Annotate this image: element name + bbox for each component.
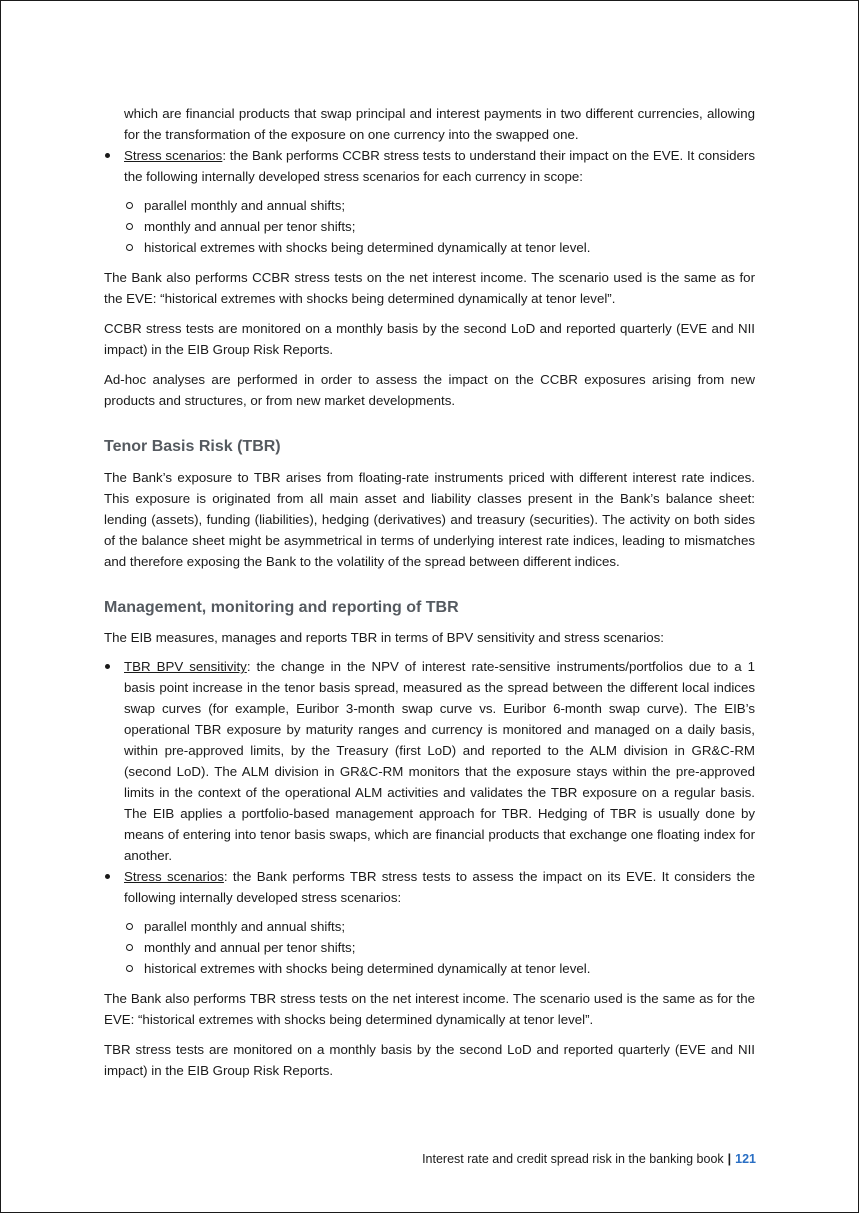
tbr-scenario-list (104, 916, 755, 979)
document-body (104, 103, 755, 1090)
circle-bullet-icon (126, 202, 133, 209)
bullet-icon (105, 153, 110, 158)
scenario-text: parallel monthly and annual shifts; (144, 198, 346, 213)
scenario-text: historical extremes with shocks being determined dynamically at tenor level. (144, 240, 591, 255)
page-footer (422, 1152, 756, 1166)
list-item (104, 656, 755, 866)
footer-separator: | (727, 1152, 732, 1166)
circle-bullet-icon (126, 965, 133, 972)
paragraph: Ad-hoc analyses are performed in order to assess the impact on the CCBR exposures arising from new products and structures, or from new market developments. (104, 372, 755, 408)
bpv-text: : the change in the NPV of interest rate-sensitive instruments/portfolios due to a 1 basis point increase in the tenor basis spread, measured as the spread between the different local indices swap curves (for example, Euribor 3-month swap curve vs. Euribor 6-month swap curve). The EIB’s operational TBR exposure by maturity ranges and currency is monitored and managed on a daily basis, within pre-approved limits, by the Treasury (first LoD) and reported to the ALM division in GR&C-RM (second LoD). The ALM division in GR&C-RM monitors that the exposure stays within the pre-approved limits in the context of the operational ALM activities and validates the TBR exposure on a regular basis. The EIB applies a portfolio-based management approach for TBR. Hedging of TBR is usually done by means of entering into tenor basis swaps, which are financial products that exchange one floating index for another. (124, 659, 755, 863)
list-item (104, 937, 755, 958)
scenario-text: monthly and annual per tenor shifts; (144, 940, 356, 955)
circle-bullet-icon (126, 244, 133, 251)
circle-bullet-icon (126, 944, 133, 951)
scenario-text: parallel monthly and annual shifts; (144, 919, 346, 934)
section-heading-tbr: Tenor Basis Risk (TBR) (104, 438, 281, 455)
bullet-icon (105, 664, 110, 669)
ccbr-stress-label: Stress scenarios (124, 148, 223, 163)
list-item (104, 237, 755, 258)
tbr-stress-label: Stress scenarios (124, 869, 224, 884)
footer-title: Interest rate and credit spread risk in the banking book (422, 1152, 724, 1166)
scenario-text: monthly and annual per tenor shifts; (144, 219, 356, 234)
paragraph: The Bank also performs CCBR stress tests on the net interest income. The scenario used is the same as for the EVE: “historical extremes with shocks being determined dynamically at tenor level”. (104, 270, 755, 306)
bpv-label: TBR BPV sensitivity (124, 659, 247, 674)
ccbr-scenario-list (104, 195, 755, 258)
paragraph: CCBR stress tests are monitored on a monthly basis by the second LoD and reported quarterly (EVE and NII impact) in the EIB Group Risk Reports. (104, 321, 755, 357)
list-item (104, 958, 755, 979)
page-number: 121 (735, 1152, 756, 1166)
list-item (104, 195, 755, 216)
scenario-text: historical extremes with shocks being determined dynamically at tenor level. (144, 961, 591, 976)
circle-bullet-icon (126, 223, 133, 230)
ccbr-bullet-list (104, 145, 755, 187)
list-item (104, 916, 755, 937)
section-heading-management: Management, monitoring and reporting of TBR (104, 599, 459, 616)
paragraph: TBR stress tests are monitored on a monthly basis by the second LoD and reported quarterly (EVE and NII impact) in the EIB Group Risk Reports. (104, 1042, 755, 1078)
tbr-bullet-list (104, 656, 755, 908)
list-item (104, 145, 755, 187)
management-lead: The EIB measures, manages and reports TBR in terms of BPV sensitivity and stress scenarios: (104, 630, 664, 645)
tbr-stress-text: : the Bank performs TBR stress tests to assess the impact on its EVE. It considers the following internally developed stress scenarios: (124, 869, 755, 905)
bullet-icon (105, 874, 110, 879)
list-item (104, 216, 755, 237)
paragraph: The Bank also performs TBR stress tests on the net interest income. The scenario used is the same as for the EVE: “historical extremes with shocks being determined dynamically at tenor level”. (104, 991, 755, 1027)
ccbr-stress-text: : the Bank performs CCBR stress tests to understand their impact on the EVE. It considers the following internally developed stress scenarios for each currency in scope: (124, 148, 755, 184)
circle-bullet-icon (126, 923, 133, 930)
continuation-paragraph: which are financial products that swap principal and interest payments in two different currencies, allowing for the transformation of the exposure on one currency into the swapped one. (124, 106, 755, 142)
list-item (104, 866, 755, 908)
tbr-paragraph: The Bank’s exposure to TBR arises from floating-rate instruments priced with different interest rate indices. This exposure is originated from all main asset and liability classes present in the Bank’s balance sheet: lending (assets), funding (liabilities), hedging (derivatives) and treasury (securities). The activity on both sides of the balance sheet might be asymmetrical in terms of underlying interest rate indices, leading to mismatches and therefore exposing the Bank to the volatility of the spread between different indices. (104, 470, 755, 569)
